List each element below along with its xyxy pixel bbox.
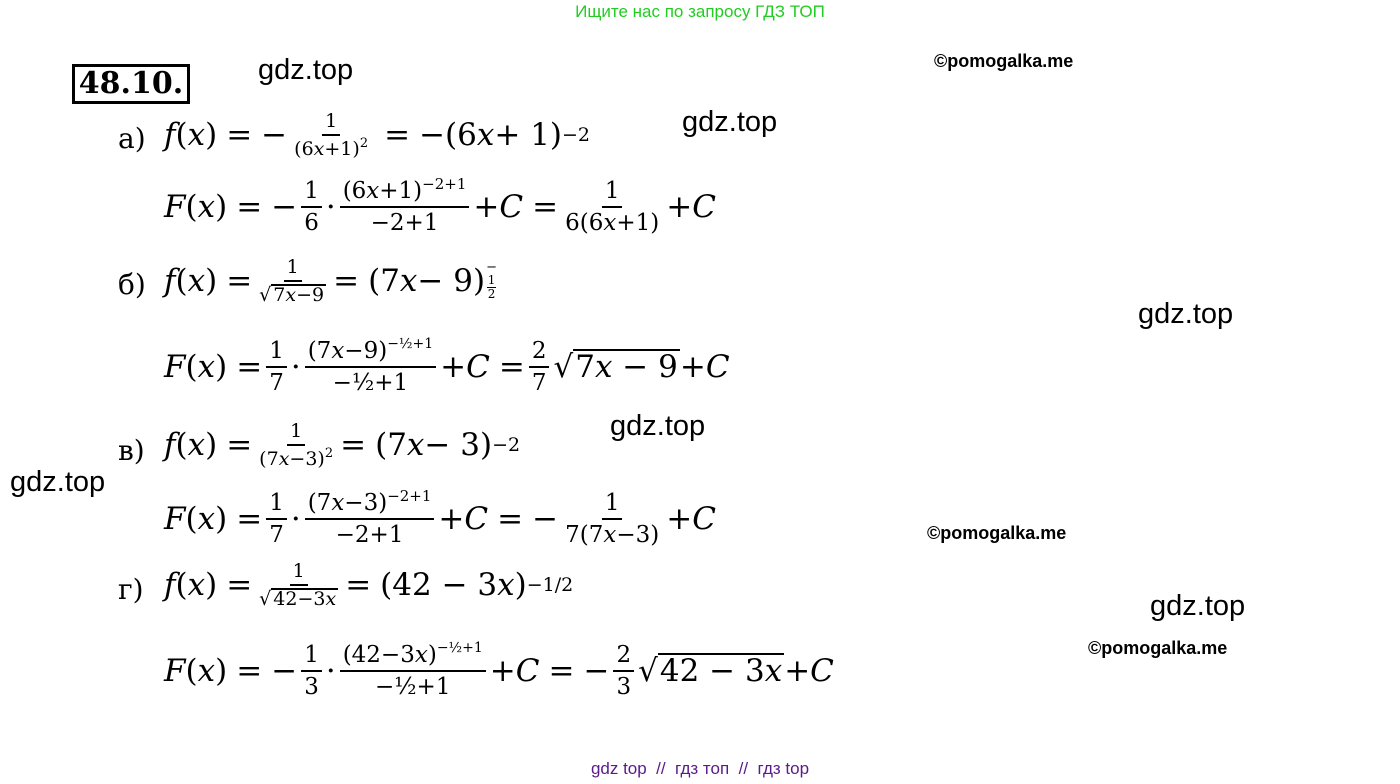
watermark-gdz: gdz.top [1138,298,1234,330]
watermark-copyright: ©pomogalka.me [1088,638,1228,658]
problem-number: 48.10. [72,64,190,104]
formula-a-f: f ( x ) = − $\frac{1}{(6x+1)^2}$ = −(6 x + 1) −2 [164,110,591,160]
item-label-v: в) [118,434,145,467]
watermark-gdz: gdz.top [682,106,778,138]
banner-text: Ищите нас по запросу ГДЗ ТОП [575,2,825,21]
footer-text[interactable]: gdz top // гдз топ // гдз top [590,759,810,778]
watermark-gdz: gdz.top [610,410,706,442]
item-label-a: а) [118,122,146,155]
watermark-copyright: ©pomogalka.me [927,523,1067,543]
item-label-g: г) [118,573,144,606]
formula-b-f: f ( x ) = 1 √ 7x−9 = (7 x − 9) − 1 2 [164,256,497,306]
watermark-gdz: gdz.top [1150,590,1246,622]
formula-b-F: F ( x ) = $\frac{1}{7}$ · $\frac{(7x-9)^{-\frac{1}{2}+1}}{\text{−½+1}}$ + C = $\frac{2}{7}$ √ 7x − 9 + C [164,336,730,396]
formula-v-f: f ( x ) = $\frac{1}{(7x-3)^2}$ = (7 x − 3) −2 [164,420,521,470]
footer-links [0,759,1400,779]
formula-v-F: F ( x ) = $\frac{1}{7}$ · $\frac{(7x-3)^{-2+1}}{-2+1}$ + C = − $\frac{1}{7(7x-3)}$ + C [164,487,716,548]
watermark-copyright: ©pomogalka.me [934,51,1074,71]
top-banner [0,2,1400,22]
formula-g-F: F ( x ) = − $\frac{1}{3}$ · $\frac{(42-3x)^{-\frac{1}{2}+1}}{\text{−½+1}}$ + C = − $\frac{2}{3}$ √ 42 − 3x + C [164,640,834,700]
formula-g-f: f ( x ) = 1 √ 42−3x = (42 − 3 x ) −1/2 [164,560,574,610]
item-label-b: б) [118,268,146,301]
watermark-gdz: gdz.top [10,466,106,498]
formula-a-F: F ( x ) = − $\frac{1}{6}$ · $\frac{(6x+1)^{-2+1}}{-2+1}$ + C = $\frac{1}{6(6x+1)}$ + C [164,175,716,236]
watermark-gdz: gdz.top [258,54,354,86]
